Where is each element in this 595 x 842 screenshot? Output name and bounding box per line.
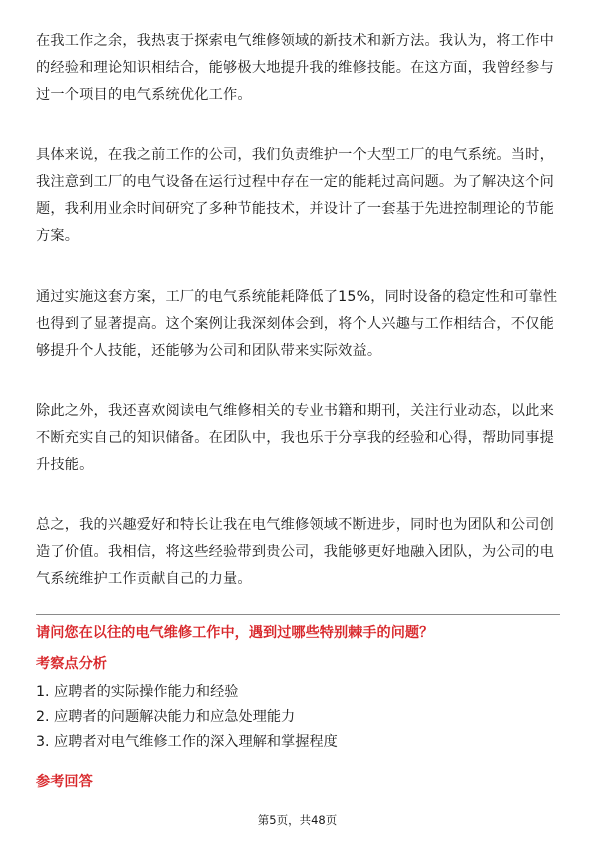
analysis-item: 2. 应聘者的问题解决能力和应急处理能力 (36, 709, 296, 725)
body-paragraph: 在我工作之余，我热衷于探索电气维修领域的新技术和新方法。我认为，将工作中的经验和理论知识相结合，能够极大地提升我的维修技能。在这方面，我曾经参与过一个项目的电气系统优化工作。 (36, 33, 554, 103)
interview-question: 请问您在以往的电气维修工作中，遇到过哪些特别棘手的问题？ (36, 625, 434, 641)
body-paragraph: 除此之外，我还喜欢阅读电气维修相关的专业书籍和期刊，关注行业动态，以此来不断充实自己的知识储备。在团队中，我也乐于分享我的经验和心得，帮助同事提升技能。 (36, 403, 554, 473)
body-paragraph: 总之，我的兴趣爱好和特长让我在电气维修领域不断进步，同时也为团队和公司创造了价值。我相信，将这些经验带到贵公司，我能够更好地融入团队，为公司的电气系统维护工作贡献自己的力量。 (36, 517, 554, 587)
answer-heading: 参考回答 (36, 774, 93, 790)
analysis-item: 3. 应聘者对电气维修工作的深入理解和掌握程度 (36, 734, 338, 750)
body-paragraph: 通过实施这套方案，工厂的电气系统能耗降低了15%，同时设备的稳定性和可靠性也得到了显著提高。这个案例让我深刻体会到，将个人兴趣与工作相结合，不仅能够提升个人技能，还能够为公司和团队带来实际效益。 (36, 289, 558, 359)
analysis-list (36, 680, 338, 755)
body-paragraph: 具体来说，在我之前工作的公司，我们负责维护一个大型工厂的电气系统。当时，我注意到工厂的电气设备在运行过程中存在一定的能耗过高问题。为了解决这个问题，我利用业余时间研究了多种节能技术，并设计了一套基于先进控制理论的节能方案。 (36, 147, 554, 244)
analysis-heading: 考察点分析 (36, 656, 107, 672)
analysis-item: 1. 应聘者的实际操作能力和经验 (36, 684, 239, 700)
section-divider (36, 614, 560, 615)
page-number: 第5页，共48页 (257, 813, 338, 827)
